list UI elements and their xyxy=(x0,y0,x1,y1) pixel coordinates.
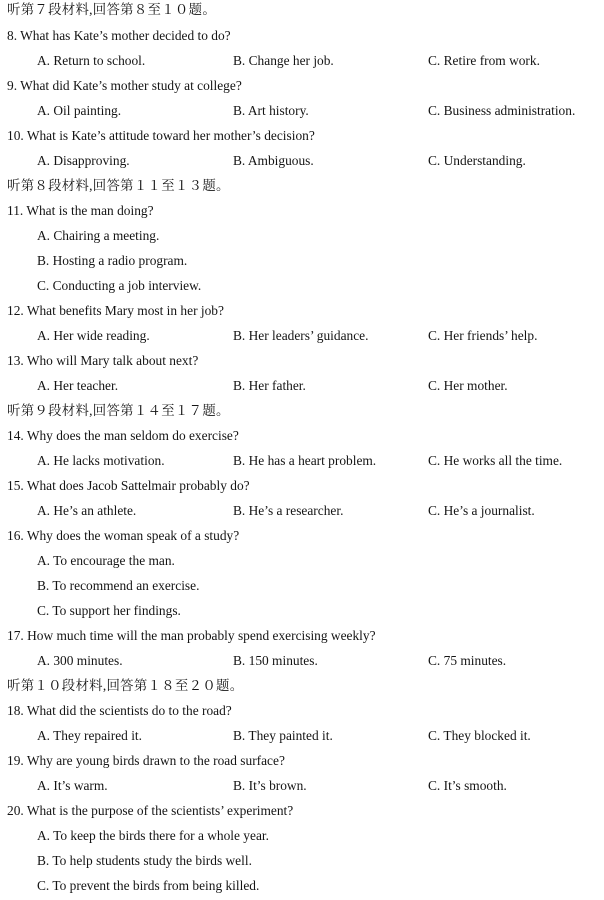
option-row xyxy=(0,153,604,169)
option-c: C. They blocked it. xyxy=(428,728,531,743)
option-b: B. He’s a researcher. xyxy=(233,503,344,518)
option-c: C. It’s smooth. xyxy=(428,778,507,793)
question-stem: 12. What benefits Mary most in her job? xyxy=(7,303,224,318)
question-stem: 13. Who will Mary talk about next? xyxy=(7,353,199,368)
question-stem: 15. What does Jacob Sattelmair probably do? xyxy=(7,478,250,493)
option-a: A. It’s warm. xyxy=(37,778,108,793)
option-a: A. He’s an athlete. xyxy=(37,503,137,518)
option-a: A. To encourage the man. xyxy=(37,553,175,568)
option-row xyxy=(0,453,604,469)
option-a: A. Chairing a meeting. xyxy=(37,228,160,243)
option-b: B. Her leaders’ guidance. xyxy=(233,328,369,343)
option-c: C. He’s a journalist. xyxy=(428,503,535,518)
option-b: B. Her father. xyxy=(233,378,306,393)
option-c: C. To prevent the birds from being killed. xyxy=(37,878,260,893)
question-stem: 9. What did Kate’s mother study at college? xyxy=(7,78,242,93)
question-stem: 14. Why does the man seldom do exercise? xyxy=(7,428,239,443)
question-stem: 16. Why does the woman speak of a study? xyxy=(7,528,240,543)
option-a: A. Return to school. xyxy=(37,53,146,68)
option-b: B. Hosting a radio program. xyxy=(37,253,188,268)
option-a: A. Her teacher. xyxy=(37,378,119,393)
section-heading: 听第９段材料,回答第１４至１７题。 xyxy=(7,403,230,418)
option-row xyxy=(0,653,604,669)
option-c: C. Conducting a job interview. xyxy=(37,278,202,293)
option-c: C. Business administration. xyxy=(428,103,576,118)
option-c: C. Understanding. xyxy=(428,153,526,168)
option-b: B. Change her job. xyxy=(233,53,334,68)
option-c: C. He works all the time. xyxy=(428,453,563,468)
option-row xyxy=(0,378,604,394)
option-row xyxy=(0,728,604,744)
section-heading: 听第１０段材料,回答第１８至２０题。 xyxy=(7,678,244,693)
option-a: A. 300 minutes. xyxy=(37,653,123,668)
option-a: A. Her wide reading. xyxy=(37,328,150,343)
option-a: A. Oil painting. xyxy=(37,103,122,118)
option-row xyxy=(0,103,604,119)
option-a: A. They repaired it. xyxy=(37,728,142,743)
option-c: C. 75 minutes. xyxy=(428,653,507,668)
option-b: B. Art history. xyxy=(233,103,309,118)
option-b: B. He has a heart problem. xyxy=(233,453,377,468)
question-stem: 20. What is the purpose of the scientists’ experiment? xyxy=(7,803,294,818)
option-b: B. To recommend an exercise. xyxy=(37,578,200,593)
option-c: C. Her mother. xyxy=(428,378,508,393)
option-b: B. To help students study the birds well. xyxy=(37,853,252,868)
option-row xyxy=(0,778,604,794)
question-stem: 19. Why are young birds drawn to the road surface? xyxy=(7,753,285,768)
question-stem: 17. How much time will the man probably spend exercising weekly? xyxy=(7,628,376,643)
option-row xyxy=(0,503,604,519)
option-b: B. 150 minutes. xyxy=(233,653,318,668)
question-stem: 10. What is Kate’s attitude toward her mother’s decision? xyxy=(7,128,315,143)
question-stem: 8. What has Kate’s mother decided to do? xyxy=(7,28,231,43)
option-row xyxy=(0,53,604,69)
question-stem: 11. What is the man doing? xyxy=(7,203,154,218)
option-c: C. Her friends’ help. xyxy=(428,328,538,343)
option-c: C. Retire from work. xyxy=(428,53,540,68)
section-heading: 听第７段材料,回答第８至１０题。 xyxy=(7,2,217,17)
option-a: A. To keep the birds there for a whole year. xyxy=(37,828,269,843)
option-b: B. Ambiguous. xyxy=(233,153,314,168)
option-a: A. Disapproving. xyxy=(37,153,130,168)
option-row xyxy=(0,328,604,344)
section-heading: 听第８段材料,回答第１１至１３题。 xyxy=(7,178,230,193)
option-a: A. He lacks motivation. xyxy=(37,453,165,468)
option-c: C. To support her findings. xyxy=(37,603,181,618)
question-stem: 18. What did the scientists do to the road? xyxy=(7,703,232,718)
option-b: B. They painted it. xyxy=(233,728,333,743)
option-b: B. It’s brown. xyxy=(233,778,307,793)
